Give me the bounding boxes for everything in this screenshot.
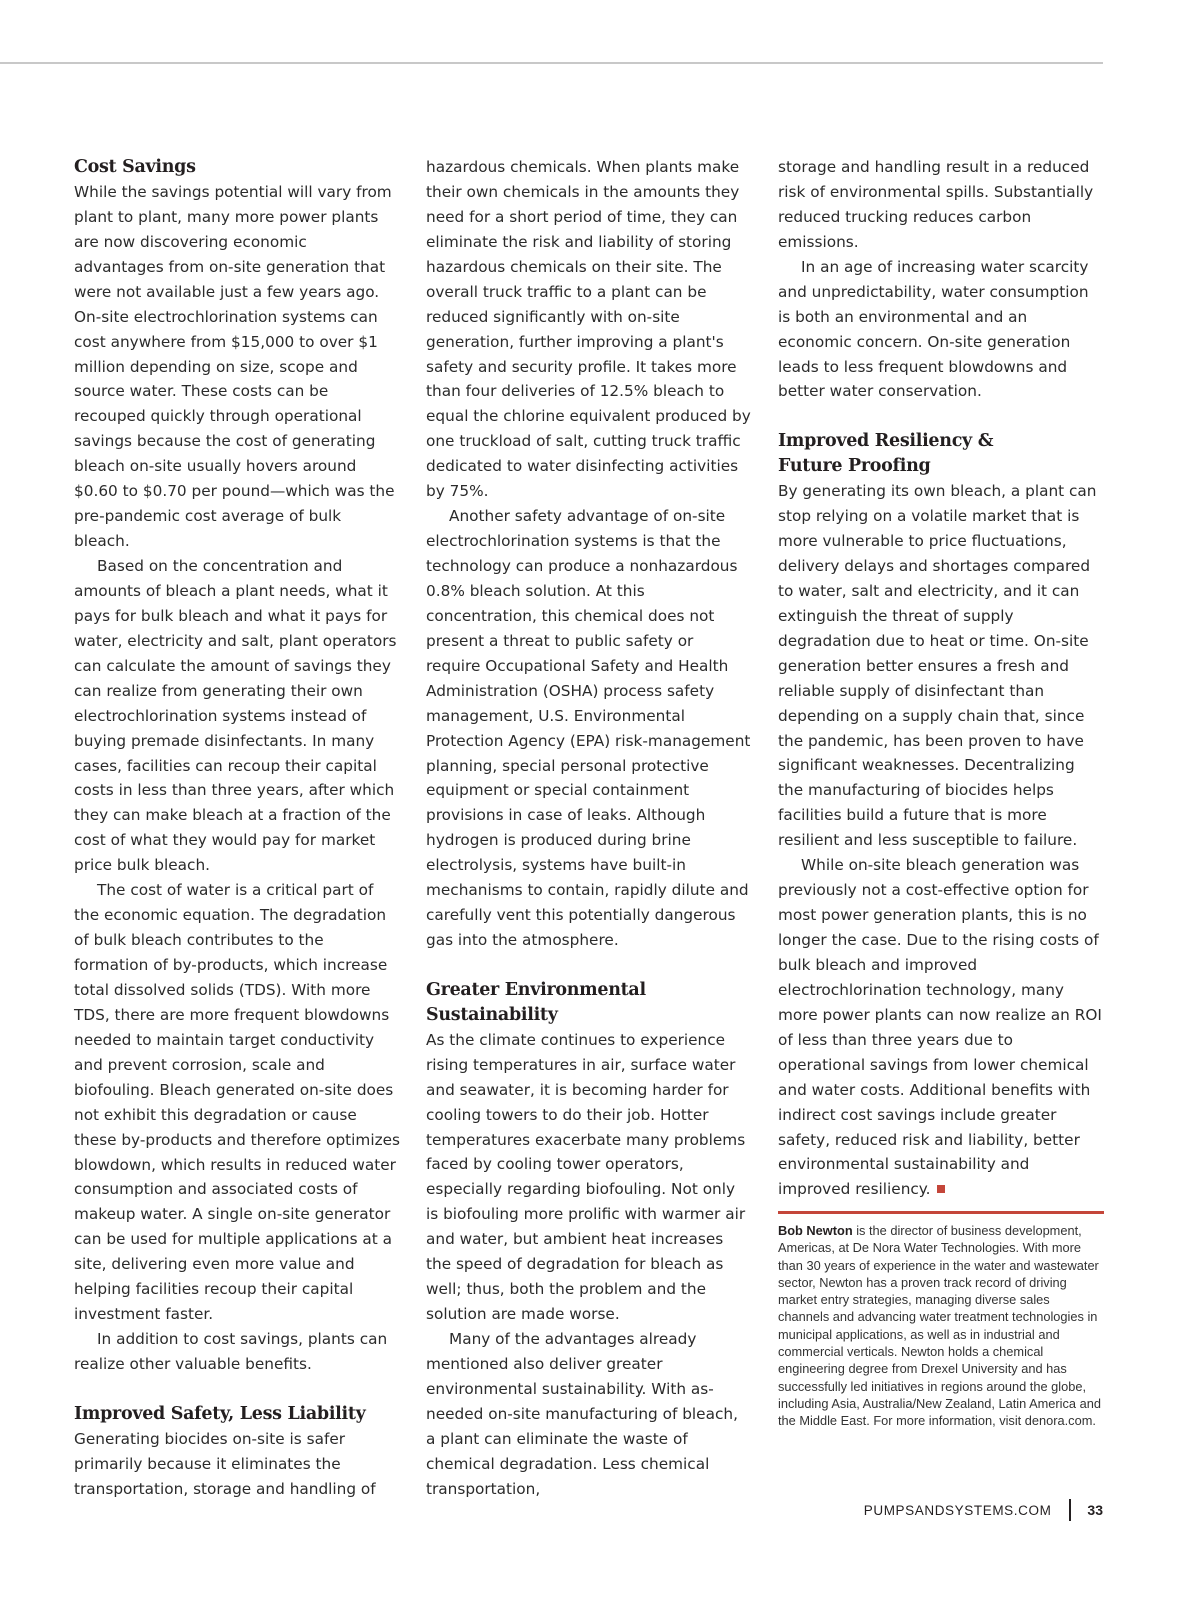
paragraph: storage and handling result in a reduced risk of environmental spills. Substantially reduced trucking reduces carbon emissions.: [778, 158, 1094, 251]
paragraph: As the climate continues to experience rising temperatures in air, surface water and seawater, it is becoming harder for cooling towers to do their job. Hotter temperatures exacerbate many problems faced by cooling tower operators, especially regarding biofouling. Not only is biofouling more prolific with warmer air and water, but ambient heat increases the speed of degradation for bleach as well; thus, both the problem and the solution are made worse.: [426, 1030, 746, 1324]
paragraph: The cost of water is a critical part of the economic equation. The degradation of bulk bleach contributes to the formation of by-products, which increase total dissolved solids (TDS). With more TDS, there are more frequent blowdowns needed to maintain target conductivity and prevent corrosion, scale and biofouling. Bleach generated on-site does not exhibit this degradation or cause these by-products and therefore optimizes blowdown, which results in reduced water consumption and associated costs of makeup water. A single on-site generator can be used for multiple applications at a site, delivering even more value and helping facilities recoup their capital investment faster.: [74, 881, 400, 1324]
heading-line: Greater Environmental: [426, 979, 646, 1000]
paragraph: In addition to cost savings, plants can realize other valuable benefits.: [74, 1330, 388, 1373]
paragraph: Many of the advantages already mentioned also deliver greater environmental sustainability. With as-needed on-site manufacturing of bleach, a plant can eliminate the waste of chemical degradation. Less chemical transportation,: [426, 1330, 738, 1498]
paragraph-final: [778, 853, 1104, 1202]
paragraph: Based on the concentration and amounts of bleach a plant needs, what it pays for bulk bleach and what it pays for water, electricity and salt, plant operators can calculate the amount of savings they can realize from generating their own electrochlorination systems instead of buying premade disinfectants. In many cases, facilities can recoup their capital costs in less than three years, after which they can make bleach at a fraction of the cost of what they would pay for market price bulk bleach.: [74, 557, 397, 875]
article-column-3: [778, 155, 1104, 1202]
author-bio: [778, 1211, 1104, 1430]
paragraph-text: While on-site bleach generation was previously not a cost-effective option for most power generation plants, this is no longer the case. Due to the rising costs of bulk bleach and improved electrochlorination technology, many more power plants can now realize an ROI of less than three years due to operational savings from lower chemical and water costs. Additional benefits with indirect cost savings include greater safety, reduced risk and liability, better environmental sustainability and improved resiliency.: [778, 856, 1102, 1199]
paragraph: In an age of increasing water scarcity and unpredictability, water consumption is both an environmental and an economic concern. On-site generation leads to less frequent blowdowns and better water conservation.: [778, 257, 1089, 401]
section-gap: [778, 404, 1104, 429]
paragraph: While the savings potential will vary from plant to plant, many more power plants are now discovering economic advantages from on-site generation that were not available just a few years ago. On-site electrochlorination systems can cost anywhere from $15,000 to over $1 million depending on size, scope and source water. These costs can be recouped quickly through operational savings because the cost of generating bleach on-site usually hovers around $0.60 to $0.70 per pound—which was the pre-pandemic cost average of bulk bleach.: [74, 182, 395, 551]
page-number: 33: [1087, 1502, 1103, 1518]
heading-improved-resiliency: [778, 429, 1104, 479]
article-column-1: [74, 155, 400, 1502]
paragraph: hazardous chemicals. When plants make their own chemicals in the amounts they need for a short period of time, they can eliminate the risk and liability of storing hazardous chemicals on their site. The overall truck traffic to a plant can be reduced significantly with on-site generation, further improving a plant's safety and security profile. It takes more than four deliveries of 12.5% bleach to equal the chlorine equivalent produced by one truckload of salt, cutting truck traffic dedicated to water disinfecting activities by 75%.: [426, 158, 751, 501]
footer-site: PUMPSANDSYSTEMS.COM: [863, 1502, 1052, 1518]
section-gap: [426, 953, 752, 978]
section-gap: [74, 1377, 400, 1402]
heading-line: Sustainability: [426, 1004, 558, 1025]
author-name: Bob Newton: [778, 1223, 853, 1238]
heading-line: Improved Resiliency &: [778, 431, 994, 452]
article-column-2: [426, 155, 752, 1502]
end-of-article-mark-icon: [937, 1185, 945, 1193]
paragraph: By generating its own bleach, a plant can stop relying on a volatile market that is more vulnerable to price fluctuations, delivery delays and shortages compared to water, salt and electricity, and it can extinguish the threat of supply degradation due to heat or time. On-site generation better ensures a fresh and reliable supply of disinfectant than depending on a supply chain that, since the pandemic, has been proven to have significant weaknesses. Decentralizing the manufacturing of biocides helps facilities build a future that is more resilient and less susceptible to failure.: [778, 482, 1097, 850]
page-footer: [864, 1498, 1103, 1522]
heading-improved-safety: Improved Safety, Less Liability: [74, 1403, 366, 1424]
author-bio-text: is the director of business development, Americas, at De Nora Water Technologies. With more than 30 years of experience in the water and wastewater sector, Newton has a proven track record of driving market entry strategies, managing diverse sales channels and advancing water treatment technologies in municipal applications, as well as in industrial and commercial verticals. Newton holds a chemical engineering degree from Drexel University and has successfully led initiatives in regions around the globe, including Asia, Australia/New Zealand, Latin America and the Middle East. For more information, visit denora.com.: [778, 1223, 1101, 1429]
heading-line: Future Proofing: [778, 456, 931, 477]
paragraph: Generating biocides on-site is safer primarily because it eliminates the transportation, storage and handling of: [74, 1429, 376, 1498]
footer-divider: [1069, 1499, 1071, 1521]
heading-greater-environmental-sustainability: [426, 978, 752, 1028]
paragraph: Another safety advantage of on-site electrochlorination systems is that the technology can produce a nonhazardous 0.8% bleach solution. At this concentration, this chemical does not present a threat to public safety or require Occupational Safety and Health Administration (OSHA) process safety management, U.S. Environmental Protection Agency (EPA) risk-management planning, special personal protective equipment or special containment provisions in case of leaks. Although hydrogen is produced during brine electrolysis, systems have built-in mechanisms to contain, rapidly dilute and carefully vent this potentially dangerous gas into the atmosphere.: [426, 507, 751, 950]
top-rule: [0, 62, 1103, 64]
heading-cost-savings: Cost Savings: [74, 157, 196, 177]
